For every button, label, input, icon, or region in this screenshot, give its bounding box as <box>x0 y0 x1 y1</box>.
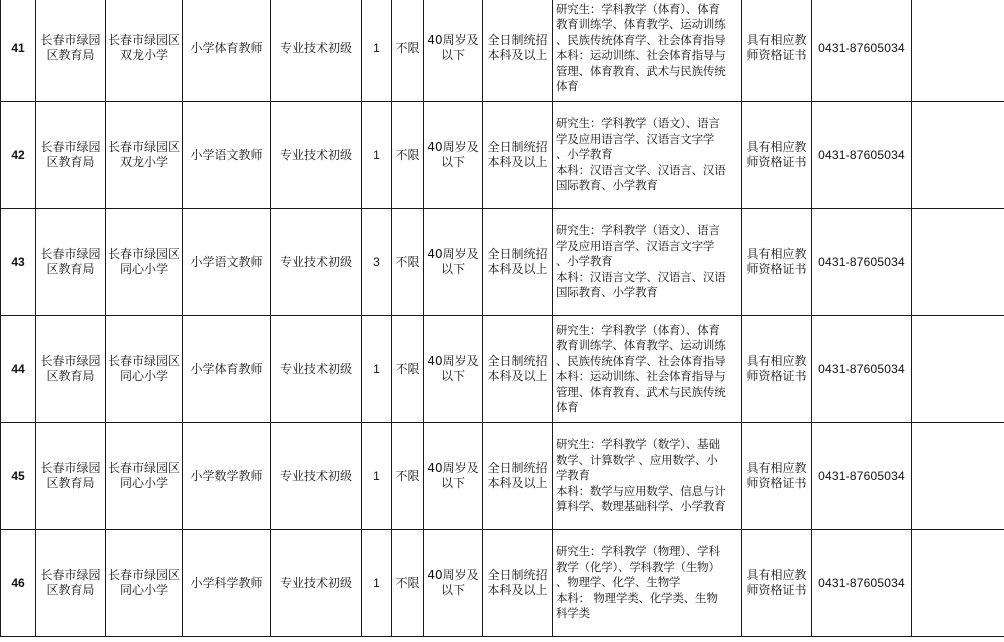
major-requirement-cell <box>553 316 742 423</box>
table-row <box>1 316 1004 423</box>
employer-cell: 长春市绿园区同心小学 <box>106 530 183 637</box>
headcount-cell: 3 <box>362 209 392 316</box>
phone-cell: 0431-87605034 <box>812 530 912 637</box>
headcount-cell: 1 <box>362 530 392 637</box>
headcount-cell: 1 <box>362 316 392 423</box>
phone-cell: 0431-87605034 <box>812 423 912 530</box>
major-line: 教学（化学）、学科教学（生物） <box>556 559 720 574</box>
major-line: 研究生：学科教学（语文）、语言 <box>556 116 720 131</box>
education-cell: 全日制统招本科及以上 <box>483 423 553 530</box>
major-line: 数学、计算数学 、应用数学、小 <box>556 452 718 467</box>
post-level-cell: 专业技术初级 <box>271 530 362 637</box>
employer-cell: 长春市绿园区双龙小学 <box>106 102 183 209</box>
restriction-cell: 不限 <box>392 209 424 316</box>
major-line: 研究生：学科教学（体育）、体育 <box>556 1 720 16</box>
major-line: 国际教育、小学教育 <box>556 178 658 193</box>
education-cell: 全日制统招本科及以上 <box>483 0 553 102</box>
position-cell: 小学体育教师 <box>183 316 271 423</box>
restriction-cell: 不限 <box>392 423 424 530</box>
major-line: 国际教育、小学教育 <box>556 285 658 300</box>
restriction-cell: 不限 <box>392 102 424 209</box>
age-requirement-cell: 40周岁及以下 <box>424 0 483 102</box>
post-level-cell: 专业技术初级 <box>271 102 362 209</box>
major-line: 本科： 物理学类、化学类、生物 <box>556 590 718 605</box>
major-requirement-cell <box>553 102 742 209</box>
major-line: 、小学教育 <box>556 147 613 162</box>
department-cell: 长春市绿园区教育局 <box>36 423 106 530</box>
major-line: 学教育 <box>556 468 590 483</box>
major-line: 算科学、数理基础科学、小学教育 <box>556 499 726 514</box>
major-line: 教育训练学、体育教学、运动训练 <box>556 17 726 31</box>
row-number: 46 <box>1 530 36 637</box>
table-row <box>1 0 1004 102</box>
row-number: 44 <box>1 316 36 423</box>
major-line: 学及应用语言学、汉语言文字学 <box>556 238 715 253</box>
post-level-cell: 专业技术初级 <box>271 209 362 316</box>
position-cell: 小学数学教师 <box>183 423 271 530</box>
remarks-cell <box>912 423 1004 530</box>
major-line: 研究生：学科教学（数学）、基础 <box>556 437 720 452</box>
major-line: 研究生：学科教学（体育）、体育 <box>556 322 720 337</box>
employer-cell: 长春市绿园区双龙小学 <box>106 0 183 102</box>
major-requirement-cell <box>553 530 742 637</box>
department-cell: 长春市绿园区教育局 <box>36 209 106 316</box>
employer-cell: 长春市绿园区同心小学 <box>106 209 183 316</box>
row-number: 42 <box>1 102 36 209</box>
education-cell: 全日制统招本科及以上 <box>483 102 553 209</box>
major-line: 学及应用语言学、汉语言文字学 <box>556 131 715 146</box>
table-row <box>1 209 1004 316</box>
certificate-cell: 具有相应教师资格证书 <box>742 423 812 530</box>
major-line: 管理、体育教育、武术与民族传统 <box>556 384 726 399</box>
major-line: 本科：运动训练、社会体育指导与 <box>556 369 726 383</box>
position-cell: 小学体育教师 <box>183 0 271 102</box>
major-line: 、民族传统体育学、社会体育指导 <box>556 353 726 368</box>
phone-cell: 0431-87605034 <box>812 102 912 209</box>
table-row <box>1 530 1004 637</box>
phone-cell: 0431-87605034 <box>812 0 912 102</box>
row-number: 41 <box>1 0 36 102</box>
major-requirement-cell <box>553 209 742 316</box>
department-cell: 长春市绿园区教育局 <box>36 530 106 637</box>
certificate-cell: 具有相应教师资格证书 <box>742 102 812 209</box>
education-cell: 全日制统招本科及以上 <box>483 316 553 423</box>
table-row <box>1 423 1004 530</box>
age-requirement-cell: 40周岁及以下 <box>424 102 483 209</box>
major-line: 、物理学、化学、生物学 <box>556 575 681 590</box>
major-line: 科学类 <box>556 606 590 621</box>
post-level-cell: 专业技术初级 <box>271 0 362 102</box>
post-level-cell: 专业技术初级 <box>271 316 362 423</box>
major-requirement-cell <box>553 0 742 102</box>
age-requirement-cell: 40周岁及以下 <box>424 423 483 530</box>
post-level-cell: 专业技术初级 <box>271 423 362 530</box>
position-cell: 小学语文教师 <box>183 102 271 209</box>
major-line: 、民族传统体育学、社会体育指导 <box>556 32 726 47</box>
education-cell: 全日制统招本科及以上 <box>483 209 553 316</box>
remarks-cell <box>912 209 1004 316</box>
major-line: 研究生：学科教学（语文）、语言 <box>556 223 720 238</box>
remarks-cell <box>912 0 1004 102</box>
phone-cell: 0431-87605034 <box>812 316 912 423</box>
major-line: 管理、体育教育、武术与民族传统 <box>556 63 726 78</box>
age-requirement-cell: 40周岁及以下 <box>424 316 483 423</box>
position-cell: 小学科学教师 <box>183 530 271 637</box>
education-cell: 全日制统招本科及以上 <box>483 530 553 637</box>
department-cell: 长春市绿园区教育局 <box>36 102 106 209</box>
certificate-cell: 具有相应教师资格证书 <box>742 209 812 316</box>
position-cell: 小学语文教师 <box>183 209 271 316</box>
department-cell: 长春市绿园区教育局 <box>36 0 106 102</box>
department-cell: 长春市绿园区教育局 <box>36 316 106 423</box>
headcount-cell: 1 <box>362 0 392 102</box>
major-line: 本科：数学与应用数学、信息与计 <box>556 483 726 498</box>
major-line: 本科：运动训练、社会体育指导与 <box>556 48 726 62</box>
age-requirement-cell: 40周岁及以下 <box>424 530 483 637</box>
employer-cell: 长春市绿园区同心小学 <box>106 316 183 423</box>
remarks-cell <box>912 530 1004 637</box>
headcount-cell: 1 <box>362 102 392 209</box>
major-line: 体育 <box>556 79 579 93</box>
table-row <box>1 102 1004 209</box>
phone-cell: 0431-87605034 <box>812 209 912 316</box>
major-line: 教育训练学、体育教学、运动训练 <box>556 338 726 352</box>
employer-cell: 长春市绿园区同心小学 <box>106 423 183 530</box>
major-line: 、小学教育 <box>556 254 613 269</box>
restriction-cell: 不限 <box>392 0 424 102</box>
major-line: 体育 <box>556 400 579 414</box>
table-body <box>1 0 1004 637</box>
age-requirement-cell: 40周岁及以下 <box>424 209 483 316</box>
remarks-cell <box>912 102 1004 209</box>
certificate-cell: 具有相应教师资格证书 <box>742 0 812 102</box>
restriction-cell: 不限 <box>392 316 424 423</box>
row-number: 43 <box>1 209 36 316</box>
major-requirement-cell <box>553 423 742 530</box>
major-line: 本科：汉语言文学、汉语言、汉语 <box>556 269 726 284</box>
restriction-cell: 不限 <box>392 530 424 637</box>
row-number: 45 <box>1 423 36 530</box>
major-line: 本科：汉语言文学、汉语言、汉语 <box>556 162 726 177</box>
certificate-cell: 具有相应教师资格证书 <box>742 316 812 423</box>
headcount-cell: 1 <box>362 423 392 530</box>
remarks-cell <box>912 316 1004 423</box>
major-line: 研究生：学科教学（物理）、学科 <box>556 544 720 559</box>
certificate-cell: 具有相应教师资格证书 <box>742 530 812 637</box>
